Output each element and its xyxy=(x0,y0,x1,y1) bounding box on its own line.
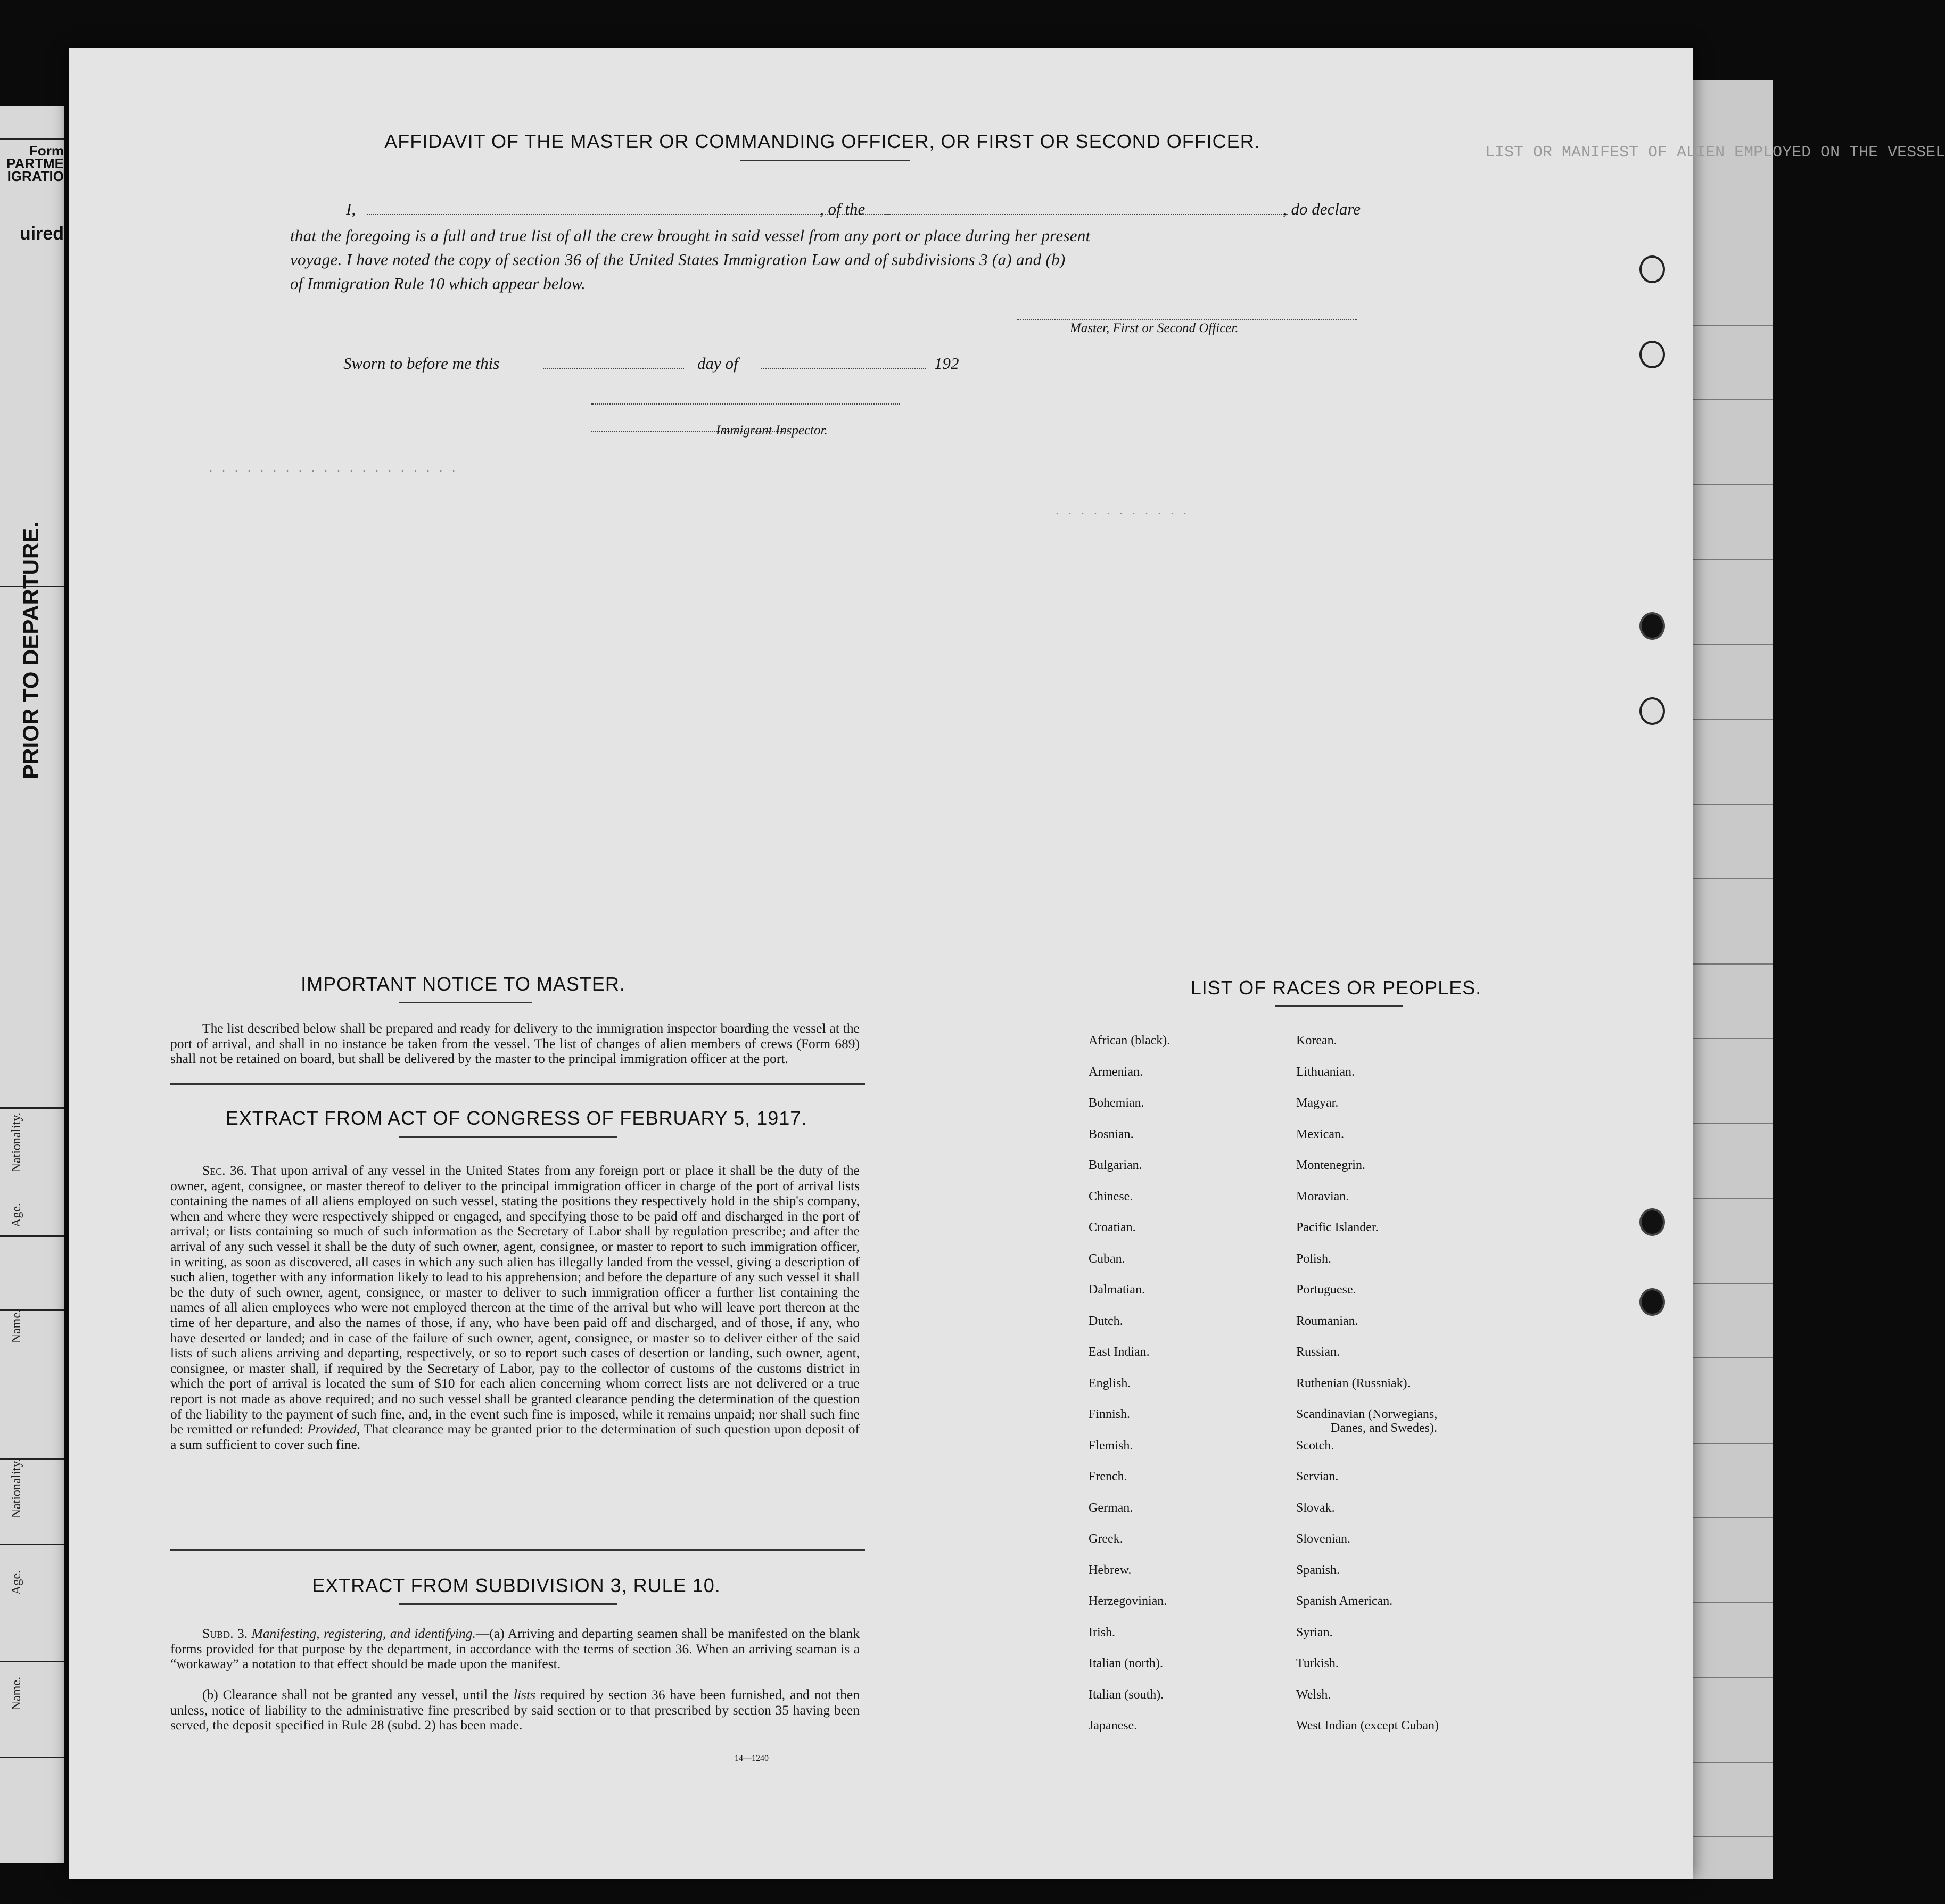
punch-hole xyxy=(1639,255,1665,283)
race-item: Slovak. xyxy=(1296,1501,1335,1515)
race-item: Scandinavian (Norwegians, xyxy=(1296,1407,1438,1421)
race-item: Hebrew. xyxy=(1089,1563,1132,1577)
sworn-text: Sworn to before me this xyxy=(343,354,500,373)
inspector-signature-line-1 xyxy=(591,403,900,405)
race-item: Spanish. xyxy=(1296,1563,1340,1577)
race-item: Portuguese. xyxy=(1296,1283,1356,1297)
left-margin-strip xyxy=(0,106,64,1863)
margin-fragment-igratio: IGRATIO xyxy=(7,168,64,184)
race-item: Cuban. xyxy=(1089,1251,1125,1266)
affidavit-i: I, xyxy=(346,200,356,218)
race-item: Magyar. xyxy=(1296,1096,1339,1110)
title-rule xyxy=(740,160,910,161)
name-blank xyxy=(367,214,889,215)
act-text-end: That clearance may be granted prior to the determination of such question upon deposit of a sum sufficient to cover such fine. xyxy=(170,1421,860,1452)
race-item: Italian (north). xyxy=(1089,1656,1163,1670)
race-item: Bosnian. xyxy=(1089,1127,1134,1141)
race-item: Armenian. xyxy=(1089,1065,1143,1079)
affidavit-line-2: that the foregoing is a full and true list of all the crew brought in said vessel from any port or place during her present xyxy=(290,226,1091,245)
race-item: African (black). xyxy=(1089,1034,1171,1048)
race-item: Scotch. xyxy=(1296,1438,1334,1453)
affidavit-do-declare: , do declare xyxy=(1283,200,1361,218)
races-rule xyxy=(1275,1005,1403,1007)
margin-fragment-partme: PARTME xyxy=(6,155,64,171)
race-item: Roumanian. xyxy=(1296,1314,1358,1328)
race-item: Lithuanian. xyxy=(1296,1065,1355,1079)
race-item: West Indian (except Cuban) xyxy=(1296,1719,1439,1733)
margin-nationality-1: Nationality. xyxy=(10,1112,23,1173)
margin-fragment-ired: uired xyxy=(19,224,64,244)
race-item: Croatian. xyxy=(1089,1221,1136,1234)
punch-hole xyxy=(1639,1208,1665,1236)
punch-hole xyxy=(1639,612,1665,640)
race-item: Moravian. xyxy=(1296,1189,1349,1204)
race-item: Russian. xyxy=(1296,1345,1340,1359)
punch-hole xyxy=(1639,697,1665,725)
race-item: Welsh. xyxy=(1296,1687,1331,1702)
race-item: Montenegrin. xyxy=(1296,1158,1365,1172)
document-page: LIST OR MANIFEST OF ALIEN EMPLOYED ON THE VESSEL . . . . . . . . . . . . . . . . . . . . . . . . . . . . . . . AFFIDAVIT OF THE MASTER OR COMMANDING OFFICER, OR FIRST OR SECOND OFFICER. I, , of the , do declare that the foregoing is a full and true list of all the crew brought in said vessel from any port or place during her present voyage. I have noted the copy of section 36 of the United States Immigration Law and of subdivisions 3 (a) and (b) of Immigration Rule 10 which appear below. Master, First or Second Officer. Sworn to before me this day of 192 Immigrant Inspector. IMPORTANT NOTICE TO MASTER. The list described below shall be prepared and ready for delivery to the immigration inspector boarding the vessel at the port of arrival, and shall in no instance be taken from the vessel. The list of changes of alien members of crews (Form 689) shall not be retained on board, but shall be delivered by the master to the principal immigration officer at the port. EXTRACT FROM ACT OF CONGRESS OF FEBRUARY 5, 1917. Sec. 36. That upon arrival of any vessel in the United States from any foreign port or place it shall be the duty of the owner, agent, consignee, or master thereof to deliver to the principal immigration officer in charge of the port of arrival lists containing the names of all aliens employed on such vessel, stating the positions they respectively hold in the ship's company, when and where they were respectively shipped or engaged, and specifying those to be paid off and discharged in the port of arrival; or lists containing so much of such information as the Secretary of Labor shall by regulation prescribe; and after the arrival of any such vessel it shall be the duty of such owner, agent, consignee, or master to report to such immigration officer, in writing, as soon as discovered, all cases in which any such alien has illegally landed from the vessel, giving a description of such alien, together with any information likely to lead to his apprehension; and before the departure of any such vessel it shall be the duty of such owner, agent, consignee, or master to deliver to such immigration officer a further list containing the names of all alien employees who were not employed thereon at the time of the arrival but who will leave port thereon at the time of her departure, and also the names of those, if any, who have been paid off and discharged, and of those, if any, who have deserted or landed; and in case of the failure of such owner, agent, consignee, or master so to deliver either of the said lists of such aliens arriving and departing, respectively, or so to report such cases of desertion or landing, such owner, agent, consignee, or master shall, if required by the Secretary of Labor, pay to the collector of customs of the customs district in which the port of arrival is located the sum of $10 for each alien concerning whom correct lists are not delivered or a true report is not made as above required; and no such vessel shall be granted clearance pending the determination of the question of the liability to the payment of such fine, and, in the event such fine is imposed, while it remains unpaid; nor shall such fine be remitted or refunded: Provided, That clearance may be granted prior to the determination of such question upon deposit of a sum sufficient to cover such fine. EXTRACT FROM SUBDIVISION 3, RULE 10. Subd. 3. Manifesting, registering, and identifying.—(a) Arriving and departing seamen shall be manifested on the blank forms provided for that purpose by the department, in accordance with the terms of section 36. When an arriving seaman is a “workaway” a notation to that effect should be made upon the manifest. (b) Clearance shall not be granted any vessel, until the lists required by section 36 have been furnished, and not then unless, notice of liability to the administrative fine prescribed by said section or to that prescribed by section 35 having been served, the deposit specified in Rule 28 (subd. 2) has been made. 14—1240 LIST OF RACES OR PEOPLES. African (black). Armenian. Bohemian. Bosnian. Bulgarian. Chinese. Croatian. Cuban. Dalmatian. Dutch. East Indian. English. Finnish. Flemish. French. German. Greek. Hebrew. Herzegovinian. Irish. Italian (north). Italian (south). Japanese. Korean. Lithuanian. Magyar. Mexican. Montenegrin. Moravian. Pacific Islander. Polish. Portuguese. Roumanian. Russian. Ruthenian (Russniak). Scandinavian (Norwegians, Scotch. Servian. Slovak. Slovenian. Spanish. Spanish American. Syrian. Turkish. Welsh. West Indian (except Cuban) Danes, and Swedes). xyxy=(69,48,1693,1879)
act-body xyxy=(170,1163,860,1452)
race-item: Servian. xyxy=(1296,1470,1339,1483)
master-signature-caption: Master, First or Second Officer. xyxy=(1070,321,1239,335)
notice-title: IMPORTANT NOTICE TO MASTER. xyxy=(301,973,625,995)
rule-para-b xyxy=(170,1687,860,1733)
race-item: Mexican. xyxy=(1296,1127,1344,1141)
race-item: Spanish American. xyxy=(1296,1594,1393,1608)
race-item: German. xyxy=(1089,1501,1133,1515)
race-item: Japanese. xyxy=(1089,1719,1138,1733)
race-item: Finnish. xyxy=(1089,1407,1131,1421)
races-title: LIST OF RACES OR PEOPLES. xyxy=(1190,977,1482,999)
race-item: Dalmatian. xyxy=(1089,1283,1145,1297)
subd-label: Subd. 3. xyxy=(202,1626,248,1641)
race-item: Korean. xyxy=(1296,1034,1337,1048)
vessel-blank xyxy=(884,214,1288,215)
right-edge-strip xyxy=(1693,80,1773,1879)
race-item: Chinese. xyxy=(1089,1189,1133,1204)
notice-rule xyxy=(399,1002,532,1003)
race-item: French. xyxy=(1089,1470,1127,1483)
master-signature-line xyxy=(1017,319,1357,320)
margin-name-1: Name. xyxy=(10,1309,23,1343)
margin-fragment-form: Form xyxy=(29,143,64,159)
punch-hole xyxy=(1639,341,1665,368)
sec-label: Sec. 36. xyxy=(202,1163,247,1178)
act-text: That upon arrival of any vessel in the United States from any foreign port or place it shall be the duty of the owner, agent, consignee, or master thereof to deliver to the principal immigration officer in charge of the port of arrival lists containing the names of all aliens employed on such vessel, stating the positions they respectively hold in the ship's company, when and where they were respectively shipped or engaged, and specifying those to be paid off and discharged in the port of arrival; or lists containing so much of such information as the Secretary of Labor shall by regulation prescribe; and after the arrival of any such vessel it shall be the duty of such owner, agent, consignee, or master to report to such immigration officer, in writing, as soon as discovered, all cases in which any such alien has illegally landed from the vessel, giving a description of such alien, together with any information likely to lead to his apprehension; and before the departure of any such vessel it shall be the duty of such owner, agent, consignee, or master to deliver to such immigration officer a further list containing the names of all alien employees who were not employed thereon at the time of the arrival but who will leave port thereon at the time of her departure, and also the names of those, if any, who have been paid off and discharged, and of those, if any, who have deserted or landed; and in case of the failure of such owner, agent, consignee, or master so to deliver either of the said lists of such aliens arriving and departing, respectively, or so to report such cases of desertion or landing, such owner, agent, consignee, or master shall, if required by the Secretary of Labor, pay to the collector of customs of the customs district in which the port of arrival is located the sum of $10 for each alien concerning whom correct lists are not delivered or a true report is not made as above required; and no such vessel shall be granted clearance pending the determination of the question of the liability to the payment of such fine, and, in the event such fine is imposed, while it remains unpaid; nor shall such fine be remitted or refunded: xyxy=(170,1163,860,1437)
punch-hole xyxy=(1639,1288,1665,1316)
rule-para-a xyxy=(170,1626,860,1672)
subd-heading: Manifesting, registering, and identifying. xyxy=(251,1626,476,1641)
race-item: Slovenian. xyxy=(1296,1532,1350,1546)
race-item: English. xyxy=(1089,1376,1131,1390)
subd-b-lead: (b) Clearance shall not be granted any vessel, until the xyxy=(202,1687,514,1702)
race-item: East Indian. xyxy=(1089,1345,1150,1359)
race-item: Pacific Islander. xyxy=(1296,1221,1379,1234)
affidavit-of-the: , of the xyxy=(820,200,866,218)
notice-body: The list described below shall be prepared and ready for delivery to the immigration inspector boarding the vessel at the port of arrival, and shall in no instance be taken from the vessel. The list of changes of alien members of crews (Form 689) shall not be retained on board, but shall be delivered by the master to the principal immigration officer at the port. xyxy=(170,1020,860,1067)
race-item: Greek. xyxy=(1089,1532,1123,1546)
rule-title-rule xyxy=(399,1603,617,1605)
race-item: Syrian. xyxy=(1296,1625,1333,1639)
margin-age-1: Age. xyxy=(10,1203,23,1227)
margin-age-2: Age. xyxy=(10,1570,23,1595)
act-divider xyxy=(170,1549,865,1551)
race-item: Ruthenian (Russniak). xyxy=(1296,1376,1411,1390)
race-item: Bohemian. xyxy=(1089,1096,1144,1110)
race-item-continuation: Danes, and Swedes). xyxy=(1331,1421,1437,1435)
inspector-caption: Immigrant Inspector. xyxy=(716,423,828,438)
sworn-month-blank xyxy=(761,368,926,369)
form-number: 14—1240 xyxy=(735,1754,769,1763)
year-text: 192 xyxy=(934,354,959,373)
race-item: Turkish. xyxy=(1296,1656,1339,1670)
subd-b-lists: lists xyxy=(513,1687,536,1702)
race-item: Irish. xyxy=(1089,1625,1115,1639)
affidavit-title: AFFIDAVIT OF THE MASTER OR COMMANDING OFFICER, OR FIRST OR SECOND OFFICER. xyxy=(384,130,1260,152)
subd-b-rest: required by section 36 have been furnished, and not then unless, notice of liability to the administrative fine prescribed by said section or to that prescribed by section 35 having been served, the deposit specified in Rule 28 (subd. 2) has been made. xyxy=(170,1687,860,1733)
race-item: Dutch. xyxy=(1089,1314,1123,1328)
rule-title: EXTRACT FROM SUBDIVISION 3, RULE 10. xyxy=(312,1575,721,1596)
race-item: Flemish. xyxy=(1089,1438,1133,1453)
race-item: Bulgarian. xyxy=(1089,1158,1142,1172)
race-item: Herzegovinian. xyxy=(1089,1594,1167,1608)
margin-nationality-2: Nationality. xyxy=(10,1458,23,1519)
affidavit-line-4: of Immigration Rule 10 which appear below. xyxy=(290,274,586,293)
act-title: EXTRACT FROM ACT OF CONGRESS OF FEBRUARY 5, 1917. xyxy=(225,1107,807,1129)
day-of-text: day of xyxy=(697,354,738,373)
affidavit-line-3: voyage. I have noted the copy of section 36 of the United States Immigration Law and of subdivisions 3 (a) and (b) xyxy=(290,250,1066,269)
race-item: Italian (south). xyxy=(1089,1687,1164,1702)
prior-to-departure-label: PRIOR TO DEPARTURE. xyxy=(18,522,43,779)
notice-divider xyxy=(170,1083,865,1085)
sworn-day-blank xyxy=(543,368,684,369)
act-rule xyxy=(399,1136,617,1138)
act-provided: Provided, xyxy=(307,1421,360,1437)
race-item: Polish. xyxy=(1296,1251,1332,1266)
margin-name-2: Name. xyxy=(10,1677,23,1711)
subd-a-text: —(a) Arriving and departing seamen shall be manifested on the blank forms provided for that purpose by the department, in accordance with the terms of section 36. When an arriving seaman is a “workaway” a notation to that effect should be made upon the manifest. xyxy=(170,1626,860,1672)
